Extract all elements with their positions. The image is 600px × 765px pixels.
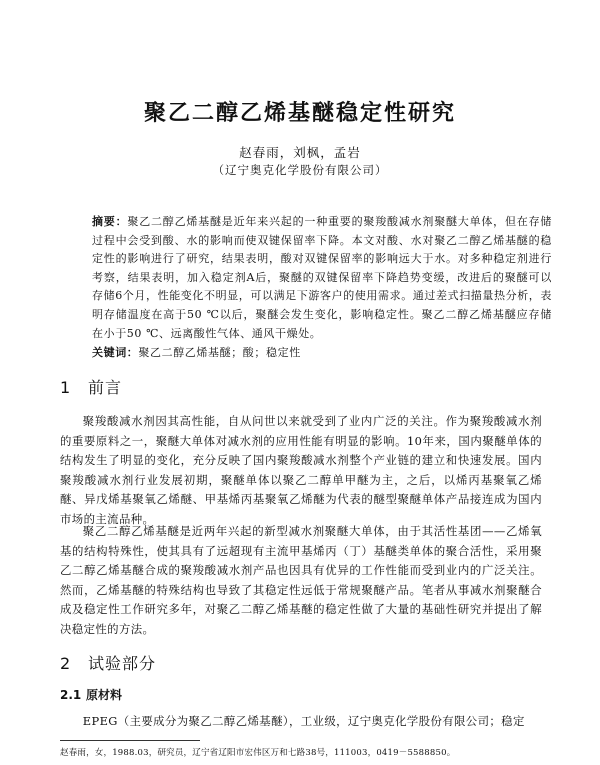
paper-title: 聚乙二醇乙烯基醚稳定性研究 [143, 100, 456, 126]
abstract-text: 聚乙二醇乙烯基醚是近年来兴起的一种重要的聚羧酸减水剂聚醚大单体，但在存储过程中会受到酸、水的影响而使双键保留率下降。本文对酸、水对聚乙二醇乙烯基醚的稳定性的影响进行了研究，结果表明，酸对双键保留率的影响远大于水。对多种稳定剂进行考察，结果表明，加入稳定剂A后，聚醚的双键保留率下降趋势变缓，改进后的聚醚可以存储6个月，性能变化不明显，可以满足下游客户的使用需求。通过差式扫描量热分析，表明存储温度在高于50 ℃以后，聚醚会发生变化，影响稳定性。聚乙二醇乙烯基醚应存储在小于50 ℃、远离酸性气体、通风干燥处。 [92, 215, 552, 340]
intro-paragraph-1: 聚羧酸减水剂因其高性能，自从问世以来就受到了业内广泛的关注。作为聚羧酸减水剂的重要原料之一，聚醚大单体对减水剂的应用性能有明显的影响。10年来，国内聚醚单体的结构发生了明显的变化，充分反映了国内聚羧酸减水剂整个产业链的建立和快速发展。国内聚羧酸减水剂行业发展初期，聚醚单体以聚乙二醇单甲醚为主，之后，以烯丙基聚氧乙烯醚、异戊烯基聚氧乙烯醚、甲基烯丙基聚氧乙烯醚为代表的醚型聚醚单体产品接连成为国内市场的主流品种。 [60, 414, 542, 526]
section-1-number: 1 [60, 378, 72, 397]
keywords-label: 关键词： [92, 346, 139, 359]
affiliation: （辽宁奥克化学股份有限公司） [212, 163, 388, 177]
subsection-2-1-heading [60, 686, 122, 703]
keywords-text: 聚乙二醇乙烯基醚；酸；稳定性 [138, 346, 301, 359]
section-2-number: 2 [60, 654, 72, 673]
keywords [92, 344, 552, 360]
subsection-2-1-title: 原材料 [86, 688, 123, 702]
section-2-heading [60, 651, 156, 674]
subsection-2-1-number: 2.1 [60, 688, 82, 702]
abstract-label: 摘要： [92, 215, 128, 228]
abstract [92, 213, 552, 343]
author-footnote: 赵春雨，女，1988.03，研究员，辽宁省辽阳市宏伟区万和七路38号，111003，0419－5588850。 [60, 748, 456, 758]
footnote-divider [60, 740, 200, 741]
author-list: 赵春雨，刘枫，孟岩 [239, 145, 361, 160]
section-1-heading [60, 375, 122, 398]
materials-paragraph: EPEG（主要成分为聚乙二醇乙烯基醚），工业级，辽宁奥克化学股份有限公司；稳定 [82, 714, 525, 728]
intro-paragraph-2: 聚乙二醇乙烯基醚是近两年兴起的新型减水剂聚醚大单体，由于其活性基团——乙烯氧基的结构特殊性，使其具有了远超现有主流甲基烯丙（丁）基醚类单体的聚合活性，采用聚乙二醇乙烯基醚合成的聚羧酸减水剂产品也因具有优异的工作性能而受到业内的广泛关注。然而，乙烯基醚的特殊结构也导致了其稳定性远低于常规聚醚产品。笔者从事减水剂聚醚合成及稳定性工作研究多年，对聚乙二醇乙烯基醚的稳定性做了大量的基础性研究并提出了解决稳定性的方法。 [60, 524, 542, 636]
section-2-title: 试验部分 [88, 654, 157, 673]
section-1-title: 前言 [88, 378, 123, 397]
